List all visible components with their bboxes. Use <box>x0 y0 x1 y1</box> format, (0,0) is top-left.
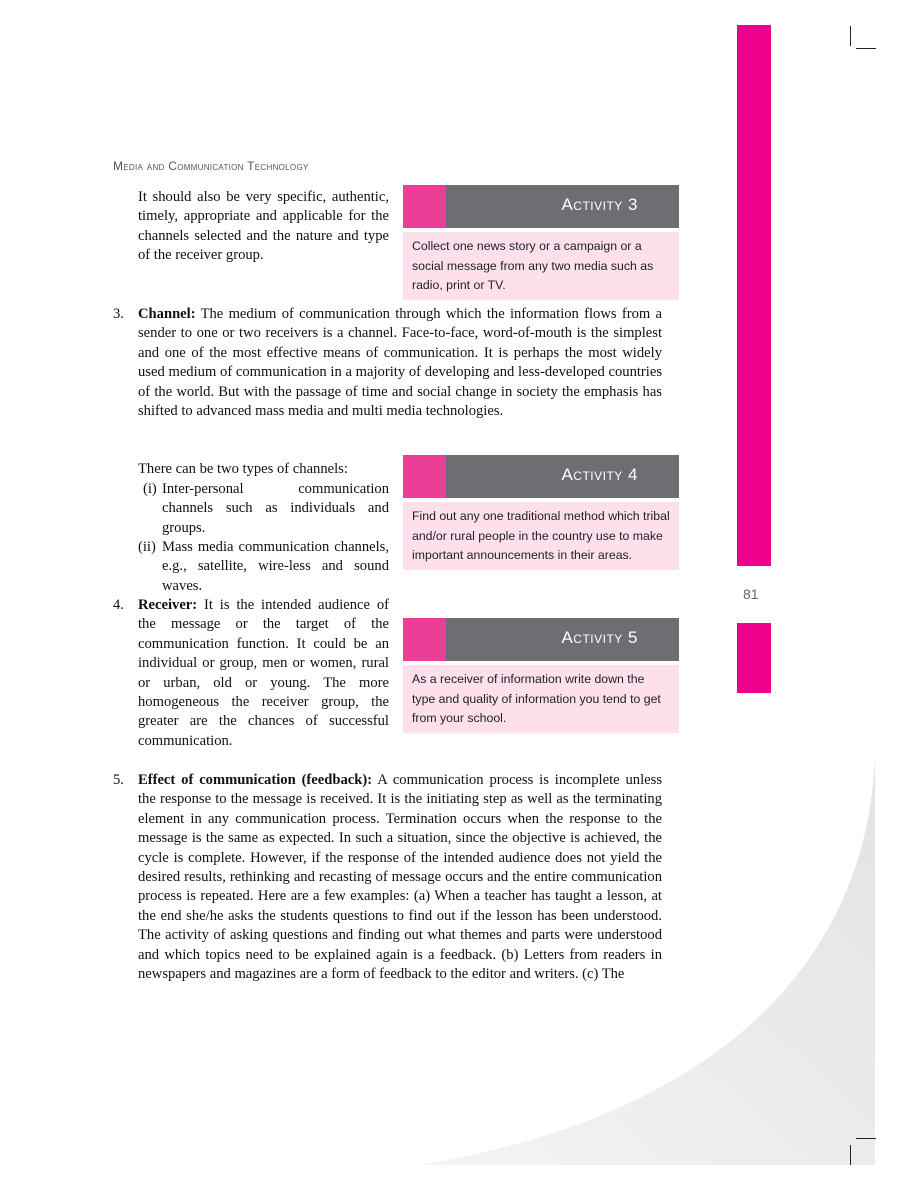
activity-header <box>403 618 679 661</box>
crop-mark-top <box>850 26 851 46</box>
list-label: (i) <box>143 481 157 497</box>
list-label: (ii) <box>138 539 156 555</box>
activity-title: Activity 3 <box>561 195 638 214</box>
activity-tab <box>403 618 446 661</box>
receiver-text: It is the intended audience of the message or the target of the communication function. It could be an individual or group, men or women, rural or urban, old or young. The more homogeneous the receiver group, the greater are the chances of successful communication. <box>138 597 389 749</box>
feedback-text: A communication process is incomplete unless the response to the message is received. It is the initiating step as well as the terminating element in any communication process. Termination occurs when the response to the message is the same as expected. In such a situation, since the objective is achieved, the cycle is complete. However, if the response of the intended audience does not yield the desired results, rethinking and recasting of message occurs and the entire communication process is repeated. Here are a few examples: (a) When a teacher has taught a lesson, at the end she/he asks the students questions to find out if the lesson has been understood. The activity of asking questions and finding out what themes and parts were understood and which topics need to be explained again is a feedback. (b) Letters from readers in newspapers and magazines are a form of feedback to the editor and writers. (c) The <box>138 772 662 983</box>
channel-types-intro: There can be two types of channels: <box>138 461 348 477</box>
channel-type-mass-media: Mass media communication channels, e.g., satellite, wire-less and sound waves. <box>162 539 389 594</box>
crop-mark-top-h <box>856 48 876 49</box>
receiver-paragraph <box>138 596 389 751</box>
side-bar-lower <box>737 623 771 693</box>
activity-tab <box>403 455 446 498</box>
item-number: 5. <box>113 772 124 788</box>
activity-text: Collect one news story or a campaign or a social message from any two media such as radio, print or TV. <box>403 232 679 300</box>
activity-box-4 <box>403 455 679 570</box>
feedback-paragraph <box>138 771 662 984</box>
term-channel: Channel: <box>138 306 196 322</box>
channel-text: The medium of communication through which the information flows from a sender to one or two receivers is a channel. Face-to-face, word-of-mouth is the simplest and one of the most effective means of communication. It is perhaps the most widely used medium of communication in a majority of developing and less-developed countries of the world. But with the passage of time and social change in society the emphasis has shifted to advanced mass media and multi media technologies. <box>138 306 662 420</box>
activity-header <box>403 455 679 498</box>
intro-paragraph: It should also be very specific, authentic, timely, appropriate and applicable for the channels selected and the nature and type of the receiver group. <box>138 189 389 264</box>
activity-tab <box>403 185 446 228</box>
channel-type-interpersonal: Inter-personal communication channels such as individuals and groups. <box>162 481 389 536</box>
activity-text: As a receiver of information write down the type and quality of information you tend to get from your school. <box>403 665 679 733</box>
running-head: Media and Communication Technology <box>113 159 309 173</box>
term-feedback: Effect of communication (feedback): <box>138 772 373 788</box>
channel-paragraph <box>138 305 662 421</box>
crop-mark-bottom-h <box>856 1138 876 1139</box>
activity-title: Activity 5 <box>561 628 638 647</box>
item-number: 3. <box>113 306 124 322</box>
crop-mark-bottom <box>850 1145 851 1165</box>
side-bar-upper <box>737 25 771 566</box>
item-number: 4. <box>113 597 124 613</box>
term-receiver: Receiver: <box>138 597 198 613</box>
page-number: 81 <box>743 586 759 602</box>
activity-header <box>403 185 679 228</box>
activity-text: Find out any one traditional method which tribal and/or rural people in the country use to make important announcements in their areas. <box>403 502 679 570</box>
activity-box-3 <box>403 185 679 300</box>
activity-box-5 <box>403 618 679 733</box>
activity-title: Activity 4 <box>561 465 638 484</box>
